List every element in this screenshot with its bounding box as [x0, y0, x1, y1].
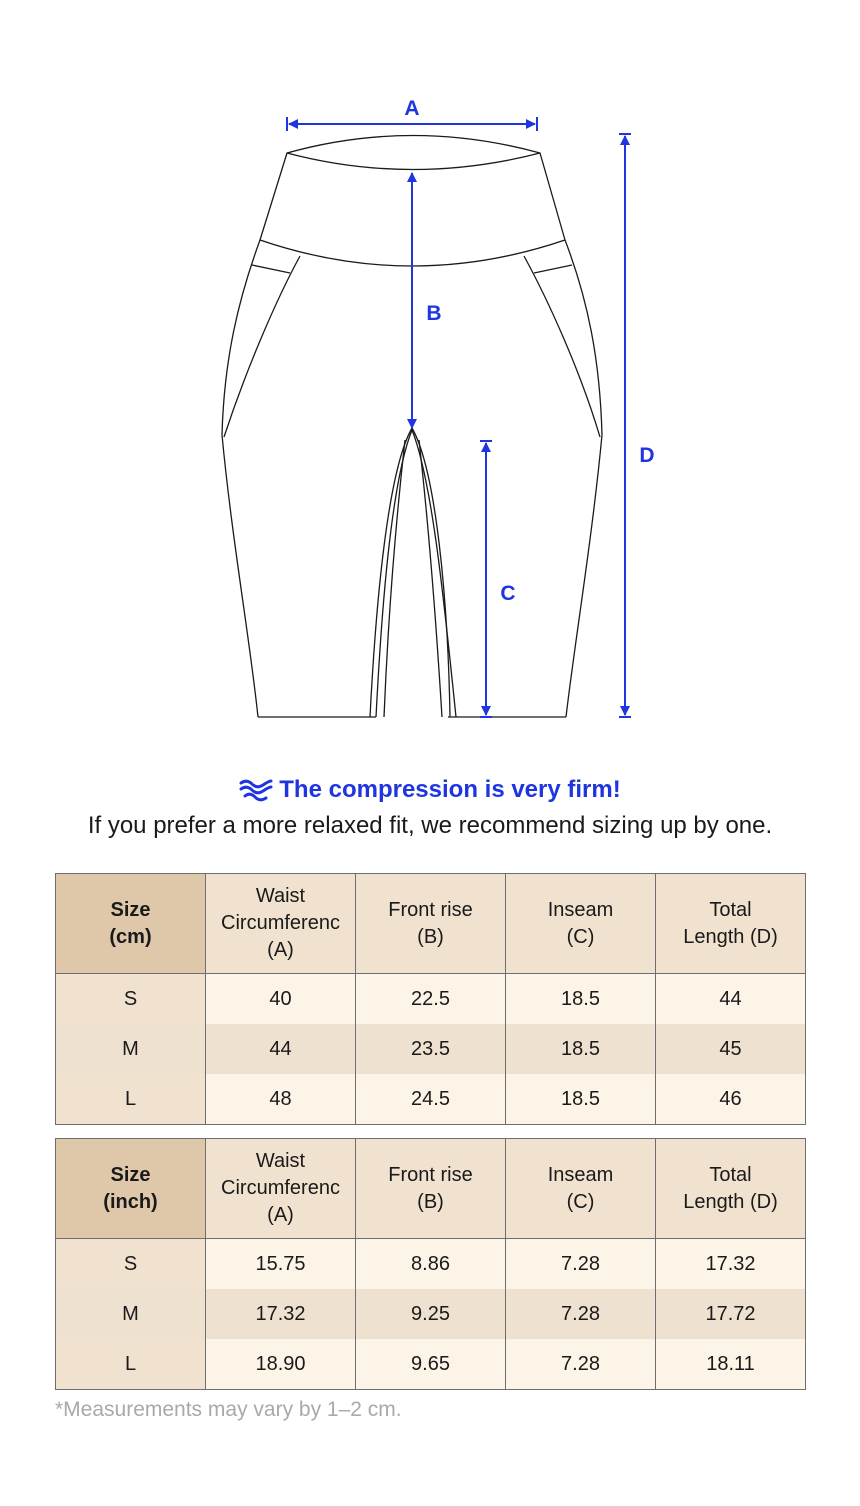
front-rise-cell: 23.5: [356, 1024, 506, 1074]
table-header-row: [56, 1139, 806, 1239]
label-d: D: [639, 444, 655, 467]
header-waist: Waist Circumferenc (A): [206, 874, 356, 974]
measure-line-d: [619, 134, 631, 717]
front-rise-cell: 8.86: [356, 1239, 506, 1290]
table-row: [56, 1289, 806, 1339]
total-length-cell: 45: [656, 1024, 806, 1074]
header-size: Size (cm): [56, 874, 206, 974]
header-front-rise: Front rise (B): [356, 874, 506, 974]
total-length-cell: 44: [656, 974, 806, 1025]
notice-headline: The compression is very firm!: [279, 776, 621, 803]
table-header-row: [56, 874, 806, 974]
waist-cell: 48: [206, 1074, 356, 1125]
front-rise-cell: 9.25: [356, 1289, 506, 1339]
header-total-length: Total Length (D): [656, 1139, 806, 1239]
header-size: Size (inch): [56, 1139, 206, 1239]
total-length-cell: 17.32: [656, 1239, 806, 1290]
front-rise-cell: 22.5: [356, 974, 506, 1025]
notice-subtext: If you prefer a more relaxed fit, we recommend sizing up by one.: [87, 812, 773, 839]
waist-cell: 15.75: [206, 1239, 356, 1290]
size-table-inch: [55, 1138, 806, 1390]
shorts-measurement-diagram: [0, 0, 860, 740]
header-inseam: Inseam (C): [506, 1139, 656, 1239]
measure-line-c: [480, 441, 492, 717]
inseam-cell: 7.28: [506, 1289, 656, 1339]
header-front-rise: Front rise (B): [356, 1139, 506, 1239]
size-cell: L: [56, 1074, 206, 1125]
label-a: A: [404, 97, 420, 120]
table-row: [56, 1239, 806, 1290]
header-waist: Waist Circumferenc (A): [206, 1139, 356, 1239]
size-cell: L: [56, 1339, 206, 1390]
measurement-footnote: *Measurements may vary by 1–2 cm.: [55, 1398, 402, 1421]
size-cell: M: [56, 1024, 206, 1074]
size-table-cm: [55, 873, 806, 1125]
inseam-cell: 18.5: [506, 1074, 656, 1125]
size-cell: S: [56, 1239, 206, 1290]
size-cell: S: [56, 974, 206, 1025]
front-rise-cell: 9.65: [356, 1339, 506, 1390]
header-inseam: Inseam (C): [506, 874, 656, 974]
inseam-cell: 18.5: [506, 1024, 656, 1074]
total-length-cell: 18.11: [656, 1339, 806, 1390]
front-rise-cell: 24.5: [356, 1074, 506, 1125]
waist-cell: 40: [206, 974, 356, 1025]
label-c: C: [500, 582, 516, 605]
table-row: [56, 1339, 806, 1390]
wave-icon: [239, 777, 273, 803]
header-total-length: Total Length (D): [656, 874, 806, 974]
total-length-cell: 46: [656, 1074, 806, 1125]
waist-cell: 18.90: [206, 1339, 356, 1390]
waist-cell: 44: [206, 1024, 356, 1074]
inseam-cell: 18.5: [506, 974, 656, 1025]
table-row: [56, 1074, 806, 1125]
table-row: [56, 1024, 806, 1074]
inseam-cell: 7.28: [506, 1339, 656, 1390]
waist-cell: 17.32: [206, 1289, 356, 1339]
table-row: [56, 974, 806, 1025]
inseam-cell: 7.28: [506, 1239, 656, 1290]
label-b: B: [426, 302, 442, 325]
size-cell: M: [56, 1289, 206, 1339]
compression-notice: [0, 776, 860, 804]
total-length-cell: 17.72: [656, 1289, 806, 1339]
